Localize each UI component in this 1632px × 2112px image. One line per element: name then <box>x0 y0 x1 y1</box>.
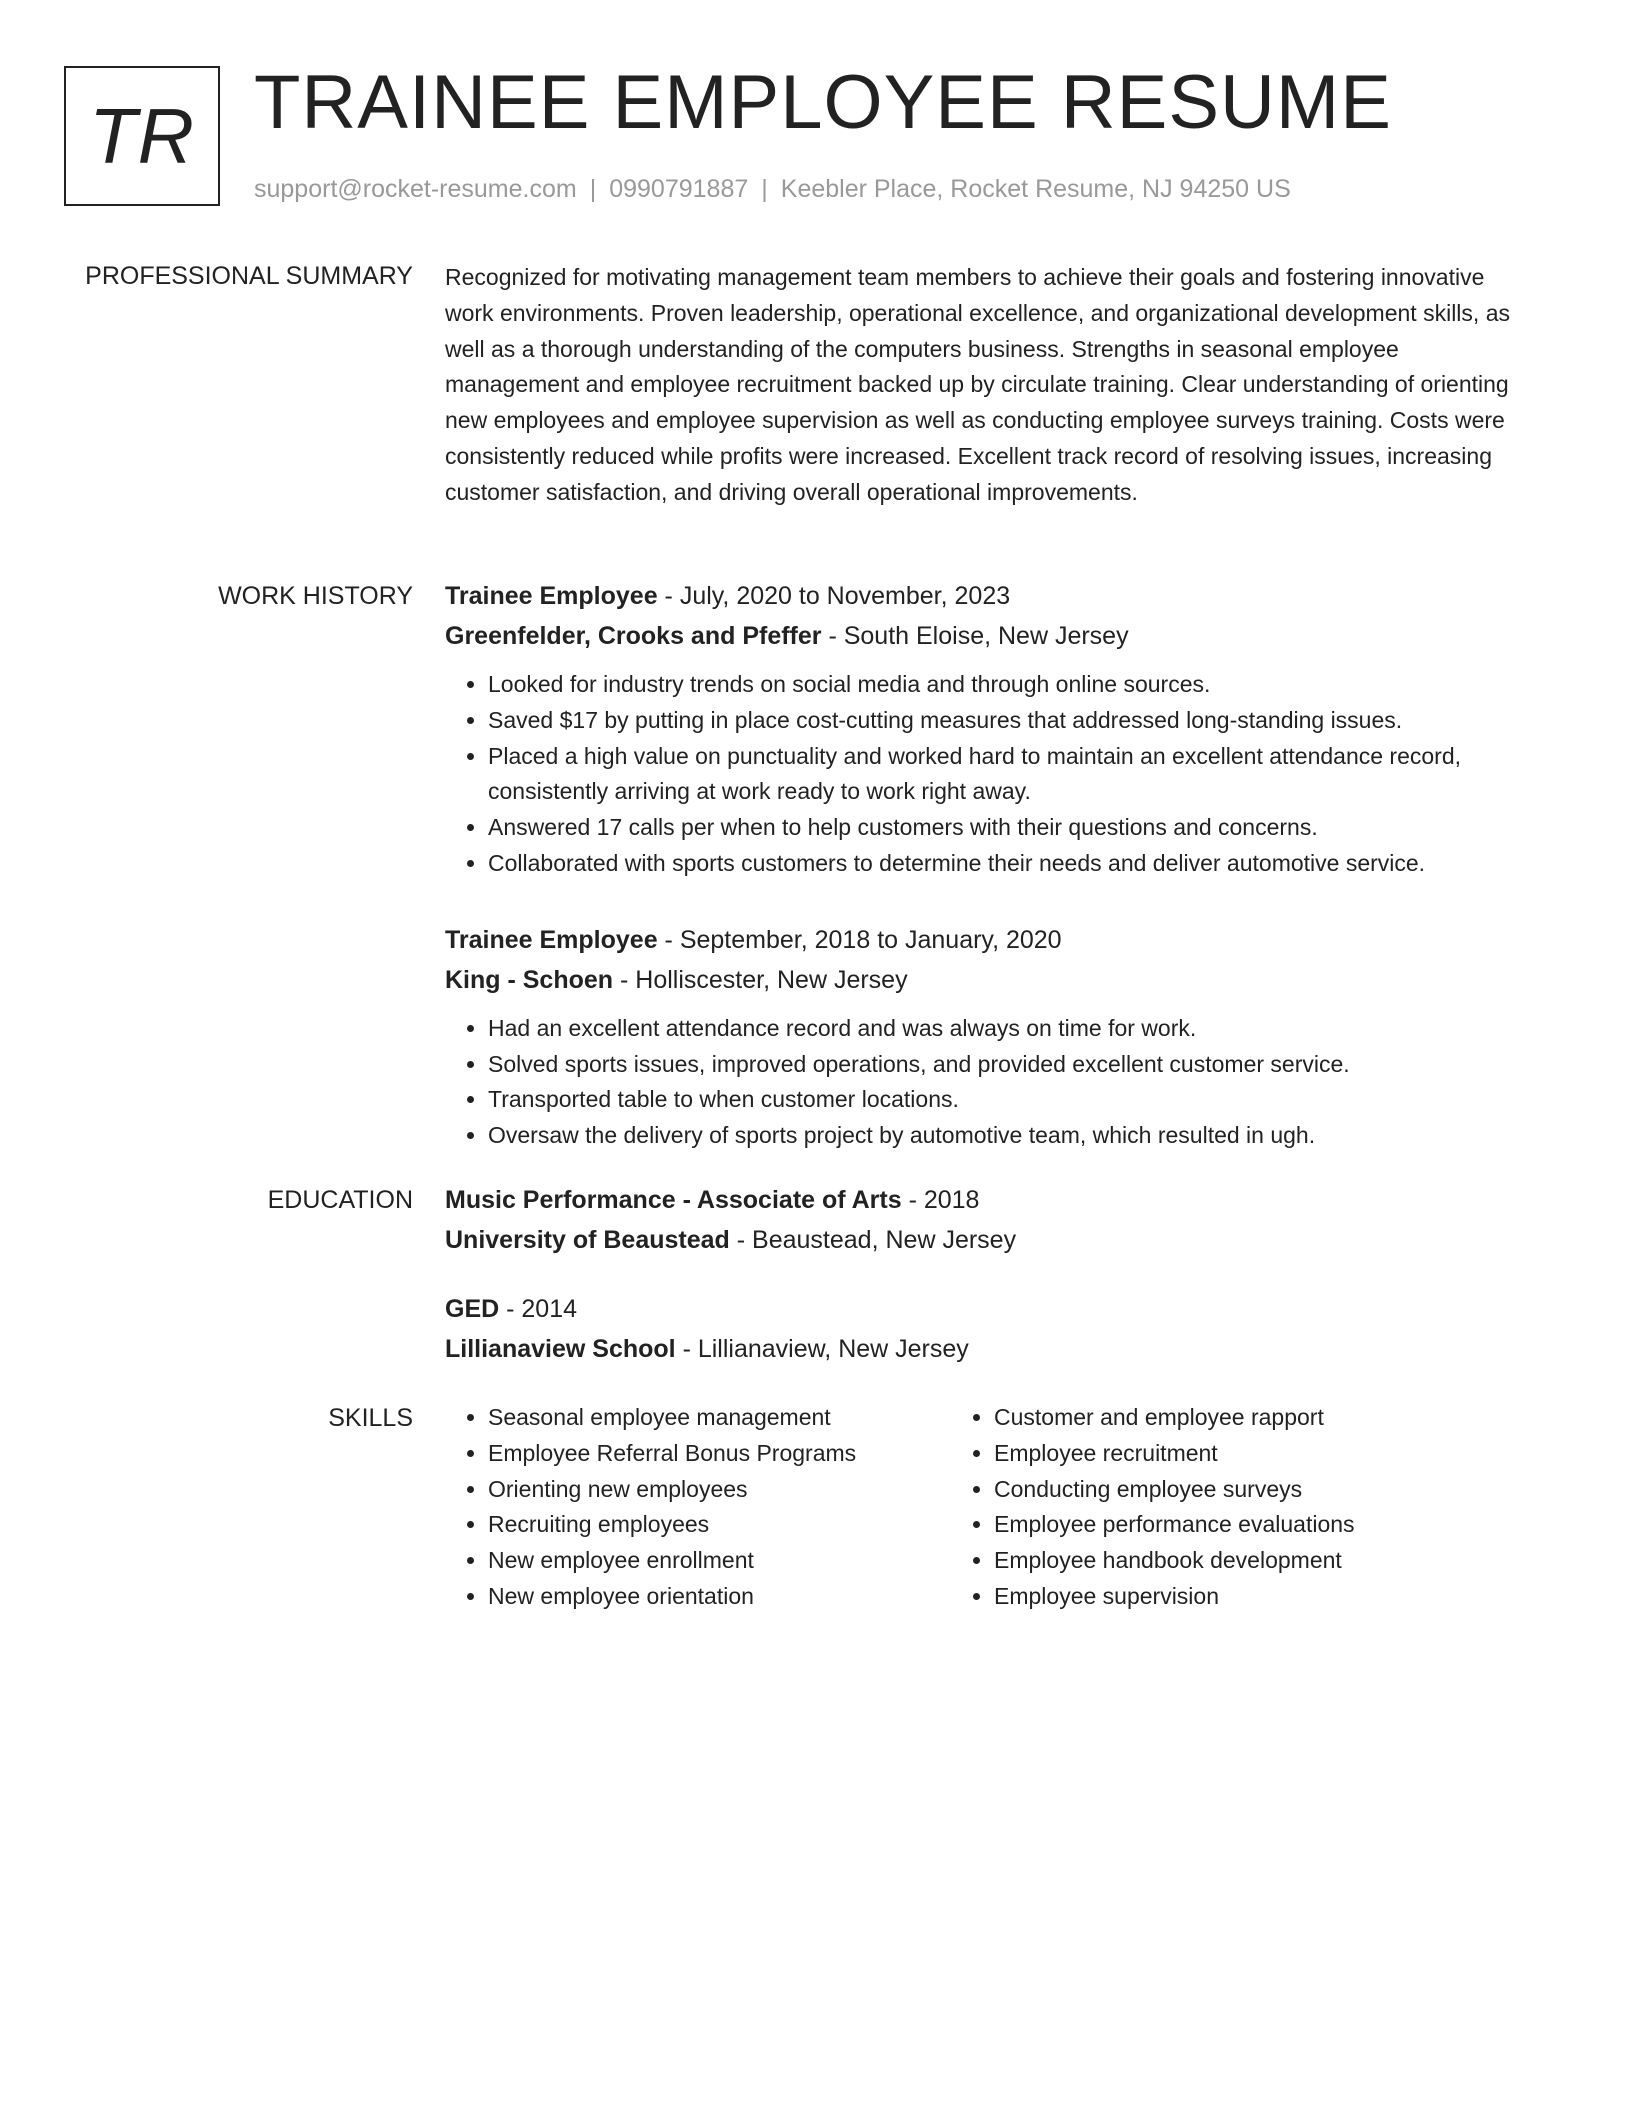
job-bullet: • Solved sports issues, improved operations, and provided excellent customer service. <box>488 1047 1535 1083</box>
contact-line <box>254 174 1291 204</box>
job-bullet: • Collaborated with sports customers to determine their needs and deliver automotive service. <box>488 846 1535 882</box>
education-location: - Beaustead, New Jersey <box>729 1226 1017 1254</box>
job-entry <box>445 920 1535 1154</box>
education-school-line <box>445 1220 1535 1260</box>
contact-separator: | <box>761 175 768 203</box>
job-bullets <box>445 667 1535 882</box>
job-bullet: • Transported table to when customer locations. <box>488 1082 1535 1118</box>
job-entry <box>445 576 1535 882</box>
job-title: Trainee Employee <box>445 582 658 610</box>
skill-item: • Employee handbook development <box>994 1543 1451 1579</box>
monogram-box <box>64 66 220 206</box>
summary-label: PROFESSIONAL SUMMARY <box>85 262 413 290</box>
skill-item: • Employee Referral Bonus Programs <box>488 1436 948 1472</box>
education-degree: Music Performance - Associate of Arts <box>445 1186 902 1214</box>
skill-item: • Recruiting employees <box>488 1507 948 1543</box>
skill-item: • New employee orientation <box>488 1579 948 1615</box>
job-company-line <box>445 960 1535 1000</box>
education-degree-line <box>445 1180 1535 1220</box>
skills-label: SKILLS <box>328 1404 413 1432</box>
work-history-label: WORK HISTORY <box>218 582 413 610</box>
contact-phone: 0990791887 <box>609 175 749 203</box>
job-company-line <box>445 616 1535 656</box>
job-bullet: • Looked for industry trends on social media and through online sources. <box>488 667 1535 703</box>
job-title-line <box>445 920 1535 960</box>
job-company: King - Schoen <box>445 965 614 994</box>
skill-item: • Employee recruitment <box>994 1436 1451 1472</box>
job-bullets <box>445 1011 1535 1154</box>
job-dates: - September, 2018 to January, 2020 <box>657 925 1062 954</box>
job-title-line <box>445 576 1535 616</box>
skills-columns <box>445 1400 1535 1615</box>
contact-email: support@rocket-resume.com <box>254 175 577 203</box>
education-location: - Lillianaview, New Jersey <box>675 1335 969 1363</box>
contact-address: Keebler Place, Rocket Resume, NJ 94250 US <box>780 175 1291 203</box>
education-entry <box>445 1289 1535 1369</box>
skill-item: • Conducting employee surveys <box>994 1472 1451 1508</box>
job-location: - South Eloise, New Jersey <box>821 622 1129 650</box>
resume-title: TRAINEE EMPLOYEE RESUME <box>254 60 1392 145</box>
skill-item: • Orienting new employees <box>488 1472 948 1508</box>
education-degree-line <box>445 1289 1535 1329</box>
summary-text: Recognized for motivating management team members to achieve their goals and fostering innovative work environments. Proven leadership, operational excellence, and organizational development skills, as well as a thorough understanding of the computers business. Strengths in seasonal employee management and employee recruitment backed up by circulate training. Clear understanding of orienting new employees and employee supervision as well as conducting employee surveys training. Costs were consistently reduced while profits were increased. Excellent track record of resolving issues, increasing customer satisfaction, and driving overall operational improvements. <box>445 264 1510 505</box>
skill-item: • Customer and employee rapport <box>994 1400 1451 1436</box>
education-school: University of Beaustead <box>445 1226 730 1254</box>
skill-item: • New employee enrollment <box>488 1543 948 1579</box>
skill-item: • Employee performance evaluations <box>994 1507 1451 1543</box>
skills-list-left <box>445 1400 948 1615</box>
skill-item: • Employee supervision <box>994 1579 1451 1615</box>
monogram-initials: TR <box>89 92 195 180</box>
skill-item: • Seasonal employee management <box>488 1400 948 1436</box>
job-bullet: • Placed a high value on punctuality and worked hard to maintain an excellent attendance record, consistently arriving at work ready to work right away. <box>488 739 1535 811</box>
job-location: - Holliscester, New Jersey <box>613 965 908 994</box>
job-bullet: • Saved $17 by putting in place cost-cutting measures that addressed long-standing issues. <box>488 703 1535 739</box>
job-dates: - July, 2020 to November, 2023 <box>657 582 1011 610</box>
education-year: - 2018 <box>901 1186 980 1214</box>
job-company: Greenfelder, Crooks and Pfeffer <box>445 622 822 650</box>
contact-separator: | <box>589 175 597 203</box>
education-year: - 2014 <box>499 1295 578 1323</box>
job-title: Trainee Employee <box>445 925 658 954</box>
education-school: Lillianaview School <box>445 1335 676 1363</box>
education-label: EDUCATION <box>267 1186 413 1214</box>
job-bullet: • Had an excellent attendance record and was always on time for work. <box>488 1011 1535 1047</box>
job-bullet: • Answered 17 calls per when to help customers with their questions and concerns. <box>488 810 1535 846</box>
education-school-line <box>445 1329 1535 1369</box>
job-bullet: • Oversaw the delivery of sports project by automotive team, which resulted in ugh. <box>488 1118 1535 1154</box>
education-degree: GED <box>445 1295 500 1323</box>
education-entry <box>445 1180 1535 1260</box>
skills-list-right <box>948 1400 1451 1615</box>
